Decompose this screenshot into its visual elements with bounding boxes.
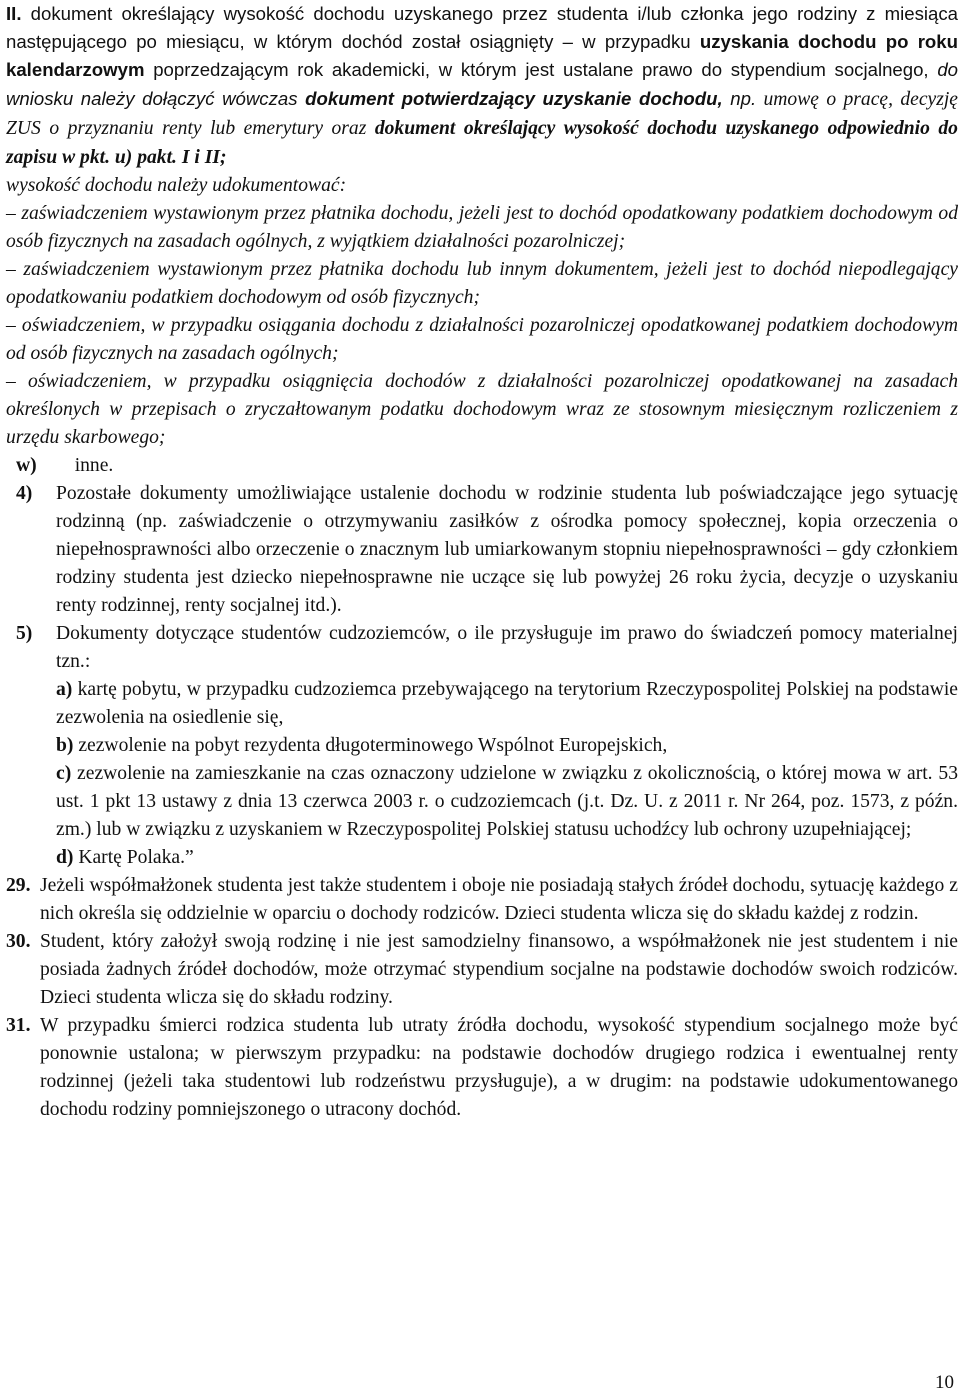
- dash-item: – oświadczeniem, w przypadku osiągnięcia dochodów z działalności pozarolniczej opodatkowanej na zasadach określonych w przepisach o zryczałtowanym podatku dochodowym wraz ze stosownym miesięcznym rozliczeniem z urzędu skarbowego;: [6, 370, 958, 448]
- item-29: [6, 872, 958, 928]
- item-label: 5): [16, 622, 33, 644]
- sub-text: kartę pobytu, w przypadku cudzoziemca przebywającego na terytorium Rzeczypospolitej Polskiej na podstawie zezwolenia na osiedlenie się,: [56, 678, 958, 728]
- item-label: w): [16, 454, 37, 476]
- bold-italic-run: dokument potwierdzający uzyskanie dochodu,: [305, 87, 723, 109]
- item-5: [16, 620, 958, 676]
- dash-list: [6, 200, 958, 452]
- item-text: Jeżeli współmałżonek studenta jest także studentem i oboje nie posiadają stałych źródeł dochodu, sytuację każdego z nich określa się oddzielnie w oparciu o dochody rodziców. Dzieci studenta wlicza się do składu każdej z rodzin.: [40, 874, 958, 924]
- bold-italic-run: dokument określający wysokość dochodu uzyskanego odpowiednio do zapisu w pkt. u) pakt. I i II;: [6, 117, 958, 168]
- italic-run: do wniosku należy dołączyć wówczas: [6, 59, 958, 109]
- text-run: poprzedzającym rok akademicki, w którym jest ustalane prawo do stypendium socjalnego,: [144, 59, 938, 81]
- italic-run: umowę o pracę, decyzję ZUS o przyznaniu renty lub emerytury oraz: [6, 88, 958, 139]
- documentation-intro: wysokość dochodu należy udokumentować:: [6, 174, 347, 196]
- item-label: 4): [16, 482, 33, 504]
- bold-run: uzyskania dochodu po roku kalendarzowym: [6, 31, 958, 81]
- sub-item-a: [56, 676, 958, 732]
- item-label: 30.: [6, 930, 31, 952]
- document-page: [6, 0, 958, 1124]
- italic-run: np.: [722, 87, 757, 109]
- item-30: [6, 928, 958, 1012]
- item-text: W przypadku śmierci rodzica studenta lub utraty źródła dochodu, wysokość stypendium socjalnego może być ponownie ustalona; w pierwszym przypadku: na podstawie dochodów drugiego rodzica i ewentualnej renty rodzinnej (jeżeli taka studentowi lub rodzeństwu przysługuje), a w drugim: na podstawie udokumentowanego dochodu rodziny pomniejszonego o utracony dochód.: [40, 1014, 958, 1120]
- dash-item: – zaświadczeniem wystawionym przez płatnika dochodu lub innym dokumentem, jeżeli jest to dochód niepodlegający opodatkowaniu podatkiem dochodowym od osób fizycznych;: [6, 258, 958, 308]
- sub-item-d: [56, 844, 958, 872]
- sub-label: d): [56, 846, 74, 868]
- item-w: [16, 452, 958, 480]
- sub-text: zezwolenie na zamieszkanie na czas oznaczony udzielone w związku z okolicznością, o której mowa w art. 53 ust. 1 pkt 13 ustawy z dnia 13 czerwca 2003 r. o cudzoziemcach (j.t. Dz. U. z 2011 r. Nr 264, poz. 1573, z późn. zm.) lub w związku z uzyskaniem w Rzeczypospolitej Polskiej statusu uchodźcy lub ochrony uzupełniającej;: [56, 762, 958, 840]
- sub-item-c: [56, 760, 958, 844]
- item-4: [16, 480, 958, 620]
- item-label: 29.: [6, 874, 31, 896]
- item-label: 31.: [6, 1014, 31, 1036]
- page-number: 10: [935, 1372, 954, 1393]
- item-31: [6, 1012, 958, 1124]
- item-text: Pozostałe dokumenty umożliwiające ustalenie dochodu w rodzinie studenta lub poświadczające jego sytuację rodzinną (np. zaświadczenie o otrzymywaniu zasiłków z ośrodka pomocy społecznej, kopia orzeczenia o niepełnosprawności albo orzeczenie o znacznym lub umiarkowanym stopniu niepełnosprawności – gdy członkiem rodziny studenta jest dziecko niepełnosprawne nie uczące się lub powyżej 26 roku życia, decyzje o uzyskaniu renty rodzinnej, renty socjalnej itd.).: [56, 482, 958, 616]
- sub-text: zezwolenie na pobyt rezydenta długoterminowego Wspólnot Europejskich,: [73, 734, 668, 756]
- item-text: inne.: [74, 454, 114, 476]
- sub-label: b): [56, 734, 74, 756]
- sub-text: Kartę Polaka.”: [73, 846, 194, 868]
- sub-label: c): [56, 762, 72, 784]
- paragraph-label: II.: [6, 3, 22, 24]
- sub-label: a): [56, 678, 73, 700]
- dash-item: – zaświadczeniem wystawionym przez płatnika dochodu, jeżeli jest to dochód opodatkowany podatkiem dochodowym od osób fizycznych na zasadach ogólnych, z wyjątkiem działalności pozarolniczej;: [6, 202, 958, 252]
- paragraph-ii: [6, 0, 958, 172]
- text-run: dokument określający wysokość dochodu uzyskanego przez studenta i/lub członka jego rodziny z miesiąca następującego po miesiącu, w którym dochód został osiągnięty – w przypadku: [6, 3, 958, 53]
- item-text: Student, który założył swoją rodzinę i nie jest samodzielny finansowo, a współmałżonek nie jest studentem i nie posiada żadnych źródeł dochodów, może otrzymać stypendium socjalne na podstawie dochodów swoich rodziców. Dzieci studenta wlicza się do składu rodziny.: [40, 930, 958, 1008]
- item-text: Dokumenty dotyczące studentów cudzoziemców, o ile przysługuje im prawo do świadczeń pomocy materialnej tzn.:: [56, 622, 958, 672]
- sub-item-b: [56, 732, 958, 760]
- dash-item: – oświadczeniem, w przypadku osiągania dochodu z działalności pozarolniczej opodatkowanej podatkiem dochodowym od osób fizycznych na zasadach ogólnych;: [6, 314, 958, 364]
